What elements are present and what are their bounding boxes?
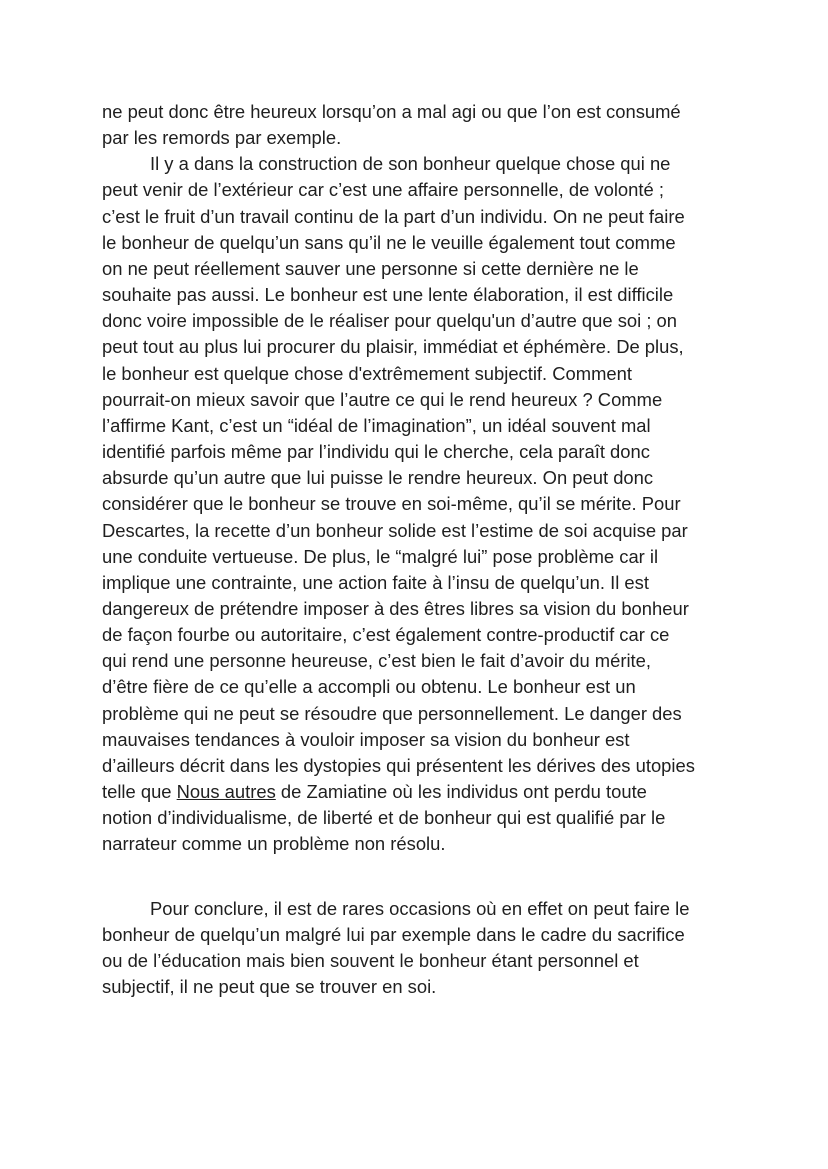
text-line: donc voire impossible de le réaliser pour quelqu'un d’autre que soi ; on [102, 310, 677, 332]
text-line: subjectif, il ne peut que se trouver en soi. [102, 976, 437, 998]
text-line: dangereux de prétendre imposer à des êtres libres sa vision du bonheur [102, 597, 689, 619]
text-fragment: de Zamiatine où les individus ont perdu toute [275, 781, 647, 803]
text-line: souhaite pas aussi. Le bonheur est une lente élaboration, il est difficile [102, 284, 674, 306]
text-line: notion d’individualisme, de liberté et de bonheur qui est qualifié par le [102, 807, 666, 829]
text-line: bonheur de quelqu’un malgré lui par exemple dans le cadre du sacrifice [102, 924, 685, 946]
text-line: narrateur comme un problème non résolu. [102, 833, 446, 855]
text-fragment: telle que [102, 781, 177, 803]
body-text [102, 99, 732, 858]
text-line: Descartes, la recette d’un bonheur solide est l’estime de soi acquise par [102, 519, 688, 541]
text-line: de façon fourbe ou autoritaire, c’est également contre-productif car ce [102, 624, 670, 646]
book-title: Nous autres [176, 781, 276, 803]
text-line: c’est le fruit d’un travail continu de la part d’un individu. On ne peut faire [102, 205, 685, 227]
text-line: identifié parfois même par l’individu qui le cherche, cela paraît donc [102, 441, 650, 463]
text-line: peut venir de l’extérieur car c’est une affaire personnelle, de volonté ; [102, 179, 664, 201]
text-line: Pour conclure, il est de rares occasions où en effet on peut faire le [150, 898, 690, 919]
text-line-with-book-title [102, 779, 732, 805]
text-line: d’être fière de ce qu’elle a accompli ou obtenu. Le bonheur est un [102, 676, 636, 698]
text-line: mauvaises tendances à vouloir imposer sa vision du bonheur est [102, 728, 630, 750]
text-line: problème qui ne peut se résoudre que personnellement. Le danger des [102, 702, 682, 724]
text-line: implique une contrainte, une action faite à l’insu de quelqu’un. Il est [102, 571, 649, 593]
text-line: peut tout au plus lui procurer du plaisir, immédiat et éphémère. De plus, [102, 336, 684, 358]
conclusion-text [102, 896, 732, 1001]
text-line: ne peut donc être heureux lorsqu’on a mal agi ou que l’on est consumé [102, 101, 681, 122]
text-line: ou de l’éducation mais bien souvent le bonheur étant personnel et [102, 950, 639, 972]
text-line: d’ailleurs décrit dans les dystopies qui présentent les dérives des utopies [102, 754, 695, 776]
text-line: le bonheur est quelque chose d'extrêmement subjectif. Comment [102, 362, 632, 384]
text-line: une conduite vertueuse. De plus, le “malgré lui” pose problème car il [102, 545, 659, 567]
text-line: par les remords par exemple. [102, 127, 342, 149]
text-line: qui rend une personne heureuse, c’est bien le fait d’avoir du mérite, [102, 650, 651, 672]
text-line: pourrait-on mieux savoir que l’autre ce qui le rend heureux ? Comme [102, 388, 663, 410]
text-line: l’affirme Kant, c’est un “idéal de l’imagination”, un idéal souvent mal [102, 414, 651, 436]
text-line: considérer que le bonheur se trouve en soi-même, qu’il se mérite. Pour [102, 493, 681, 515]
text-line: le bonheur de quelqu’un sans qu’il ne le veuille également tout comme [102, 231, 676, 253]
text-line: on ne peut réellement sauver une personne si cette dernière ne le [102, 257, 639, 279]
text-line: Il y a dans la construction de son bonheur quelque chose qui ne [150, 153, 671, 175]
text-line: absurde qu’un autre que lui puisse le rendre heureux. On peut donc [102, 467, 654, 489]
